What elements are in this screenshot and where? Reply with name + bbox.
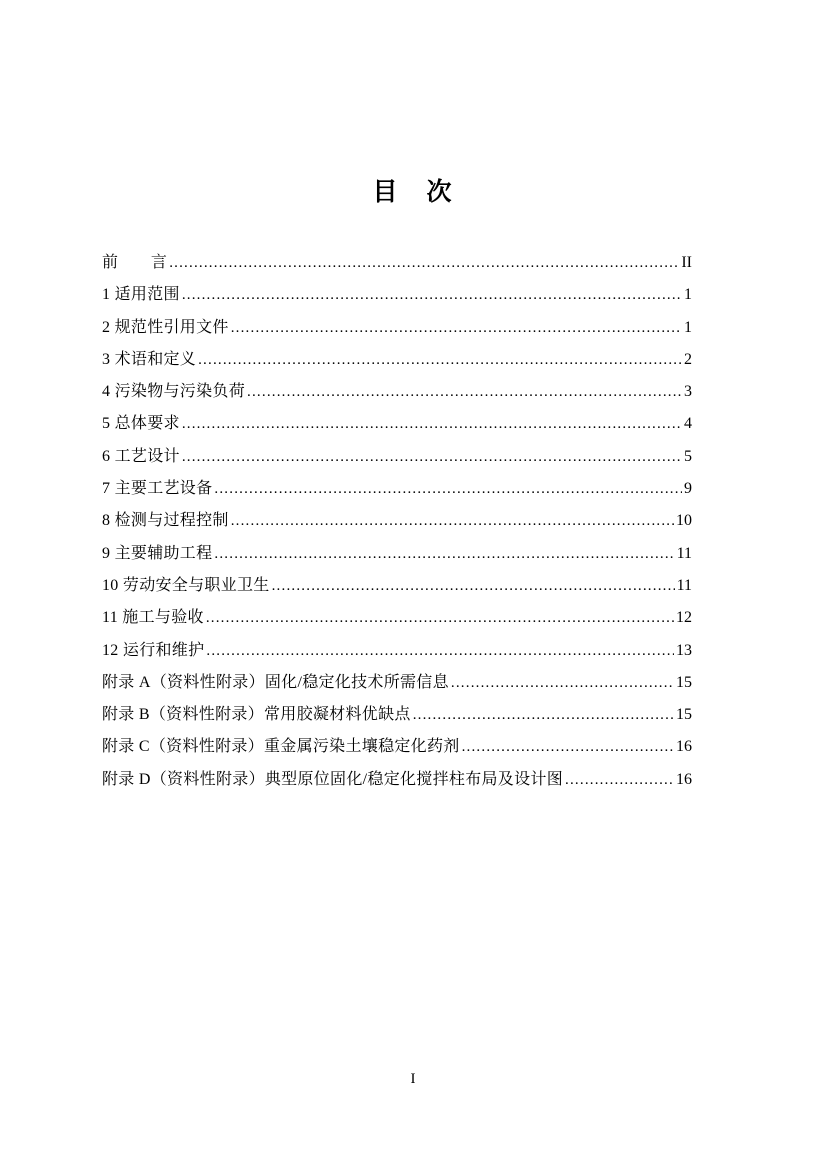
toc-entry-page-number: 3 bbox=[684, 383, 692, 401]
dot-leader bbox=[231, 511, 674, 531]
dot-leader bbox=[247, 382, 682, 402]
toc-entry-label: 附录 C（资料性附录）重金属污染土壤稳定化药剂 bbox=[102, 738, 460, 756]
dot-leader bbox=[565, 770, 674, 790]
dot-leader bbox=[206, 641, 674, 661]
toc-entry bbox=[102, 447, 692, 479]
page-title: 目 次 bbox=[372, 179, 454, 206]
toc-entry-label: 6 工艺设计 bbox=[102, 447, 180, 465]
toc-entry-label: 前 言 bbox=[102, 254, 168, 271]
toc-list bbox=[102, 253, 692, 802]
dot-leader bbox=[231, 318, 682, 338]
toc-entry bbox=[102, 414, 692, 446]
toc-entry bbox=[102, 770, 692, 802]
toc-entry-label: 附录 D（资料性附录）典型原位固化/稳定化搅拌柱布局及设计图 bbox=[102, 770, 564, 788]
dot-leader bbox=[462, 737, 674, 757]
dot-leader bbox=[198, 350, 682, 370]
toc-entry-page-number: 9 bbox=[684, 480, 692, 498]
toc-entry-label: 附录 B（资料性附录）常用胶凝材料优缺点 bbox=[102, 706, 411, 724]
toc-entry-page-number: 1 bbox=[684, 318, 692, 336]
toc-entry-page-number: 11 bbox=[676, 576, 692, 594]
toc-entry bbox=[102, 544, 692, 576]
dot-leader bbox=[214, 479, 682, 499]
toc-entry-label: 3 术语和定义 bbox=[102, 350, 197, 368]
toc-entry-label: 7 主要工艺设备 bbox=[102, 480, 213, 498]
toc-entry-page-number: 2 bbox=[684, 350, 692, 368]
toc-entry-label: 11 施工与验收 bbox=[102, 609, 204, 627]
toc-entry bbox=[102, 737, 692, 769]
footer-page-number: I bbox=[410, 1071, 416, 1087]
toc-entry-label: 4 污染物与污染负荷 bbox=[102, 383, 246, 401]
toc-entry-label: 1 适用范围 bbox=[102, 286, 180, 304]
toc-entry-label: 附录 A（资料性附录）固化/稳定化技术所需信息 bbox=[102, 673, 449, 691]
toc-entry bbox=[102, 382, 692, 414]
toc-entry-page-number: 10 bbox=[676, 512, 692, 530]
toc-entry-label: 9 主要辅助工程 bbox=[102, 544, 213, 562]
toc-entry-label: 5 总体要求 bbox=[102, 415, 180, 433]
dot-leader bbox=[214, 544, 674, 564]
dot-leader bbox=[169, 253, 679, 273]
dot-leader bbox=[206, 608, 674, 628]
toc-entry bbox=[102, 318, 692, 350]
dot-leader bbox=[272, 576, 675, 596]
toc-entry bbox=[102, 479, 692, 511]
dot-leader bbox=[182, 414, 682, 434]
toc-entry-page-number: 1 bbox=[684, 286, 692, 304]
dot-leader bbox=[182, 285, 682, 305]
toc-entry-label: 12 运行和维护 bbox=[102, 641, 205, 659]
toc-entry-page-number: 12 bbox=[676, 609, 692, 627]
toc-entry-page-number: 15 bbox=[676, 673, 692, 691]
toc-entry bbox=[102, 641, 692, 673]
toc-entry-page-number: II bbox=[681, 254, 692, 271]
toc-entry-page-number: 5 bbox=[684, 447, 692, 465]
toc-entry-label: 10 劳动安全与职业卫生 bbox=[102, 576, 270, 594]
toc-entry-label: 8 检测与过程控制 bbox=[102, 512, 229, 530]
toc-entry bbox=[102, 253, 692, 285]
dot-leader bbox=[413, 705, 674, 725]
toc-entry bbox=[102, 608, 692, 640]
toc-entry bbox=[102, 511, 692, 543]
toc-entry-page-number: 16 bbox=[676, 738, 692, 756]
toc-entry-page-number: 11 bbox=[676, 544, 692, 562]
toc-entry-page-number: 4 bbox=[684, 415, 692, 433]
toc-entry bbox=[102, 705, 692, 737]
toc-entry bbox=[102, 350, 692, 382]
toc-entry-page-number: 15 bbox=[676, 706, 692, 724]
toc-entry bbox=[102, 673, 692, 705]
toc-entry-label: 2 规范性引用文件 bbox=[102, 318, 229, 336]
toc-entry bbox=[102, 285, 692, 317]
toc-entry bbox=[102, 576, 692, 608]
toc-entry-page-number: 16 bbox=[676, 770, 692, 788]
dot-leader bbox=[451, 673, 674, 693]
dot-leader bbox=[182, 447, 682, 467]
toc-entry-page-number: 13 bbox=[676, 641, 692, 659]
